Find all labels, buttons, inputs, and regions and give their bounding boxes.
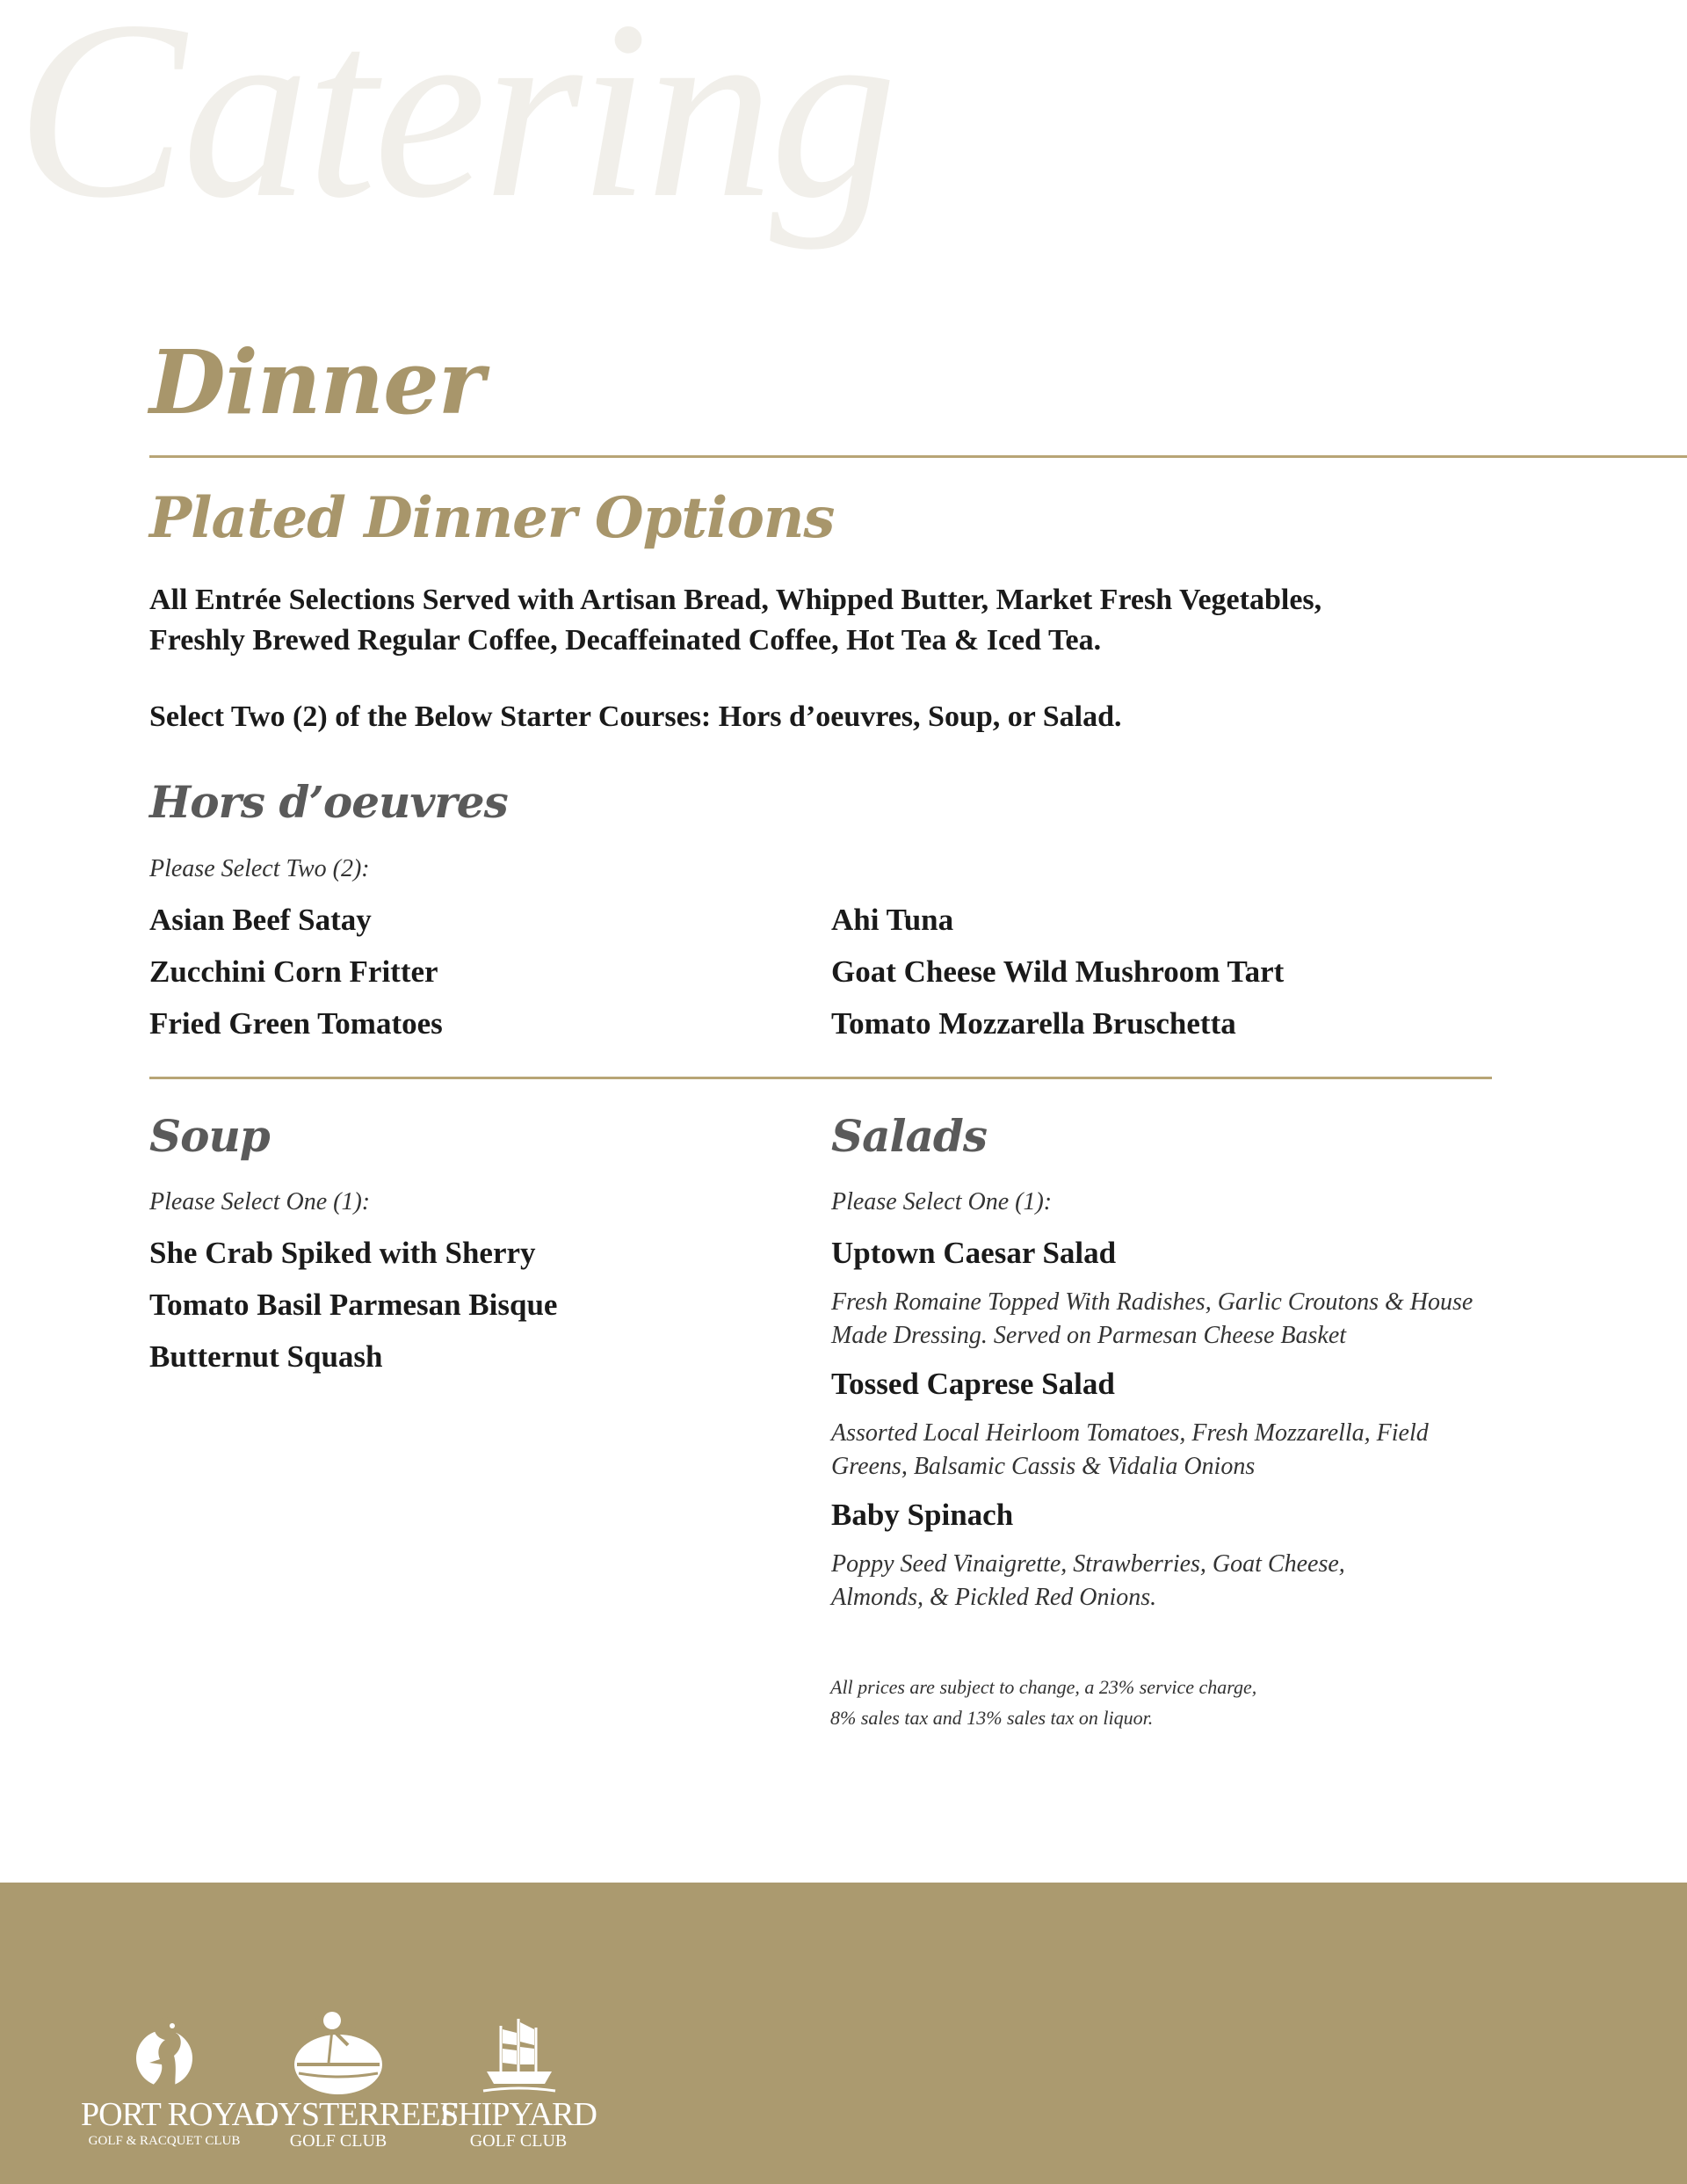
pricing-disclaimer [830, 1672, 1256, 1733]
intro-line-1: All Entrée Selections Served with Artisan Bread, Whipped Butter, Market Fresh Vegetables, [149, 584, 1322, 616]
heron-icon [125, 2010, 204, 2098]
logo-name: OYSTERREEF [255, 2096, 458, 2133]
soup-item: She Crab Spiked with Sherry [149, 1236, 536, 1270]
salad-description-line: Made Dressing. Served on Parmesan Cheese Basket [831, 1322, 1347, 1349]
salad-description-line: Greens, Balsamic Cassis & Vidalia Onions [831, 1453, 1256, 1480]
salad-item: Uptown Caesar Salad [831, 1236, 1117, 1270]
intro-text [149, 580, 1520, 661]
soup-heading: Soup [149, 1110, 270, 1162]
hors-item: Asian Beef Satay [149, 903, 372, 937]
hors-item: Fried Green Tomatoes [149, 1006, 443, 1041]
hors-item: Tomato Mozzarella Bruschetta [831, 1006, 1236, 1041]
salad-description [831, 1286, 1499, 1353]
salad-description-line: Fresh Romaine Topped With Radishes, Garlic Croutons & House [831, 1288, 1473, 1316]
logo-sub: GOLF & RACQUET CLUB [88, 2134, 241, 2148]
soup-note: Please Select One (1): [149, 1188, 371, 1215]
starter-instruction: Select Two (2) of the Below Starter Courses: Hors d’oeuvres, Soup, or Salad. [149, 700, 1122, 733]
hors-item: Ahi Tuna [831, 903, 954, 937]
logo-name: PORT ROYAL [81, 2096, 275, 2133]
hors-item: Zucchini Corn Fritter [149, 954, 438, 989]
salad-description-line: Assorted Local Heirloom Tomatoes, Fresh Mozzarella, Field [831, 1419, 1429, 1447]
salad-description [831, 1417, 1499, 1484]
catering-watermark: Catering [16, 0, 894, 250]
hors-doeuvres-note: Please Select Two (2): [149, 855, 370, 882]
title-divider [149, 455, 1687, 458]
salad-description-line: Almonds, & Pickled Red Onions. [831, 1584, 1157, 1611]
salad-item: Baby Spinach [831, 1498, 1014, 1532]
shipyard-logo [439, 2010, 597, 2151]
soup-item: Butternut Squash [149, 1339, 383, 1374]
salads-heading: Salads [831, 1110, 988, 1162]
hors-doeuvres-heading: Hors d’oeuvres [149, 776, 508, 828]
disclaimer-line: All prices are subject to change, a 23% service charge, [830, 1676, 1257, 1698]
ship-icon [474, 2010, 562, 2098]
logo-sub: GOLF CLUB [289, 2131, 387, 2151]
section-divider [149, 1077, 1492, 1079]
footer-band [0, 1883, 1687, 2184]
soup-item: Tomato Basil Parmesan Bisque [149, 1288, 558, 1322]
port-royal-logo [81, 2010, 275, 2151]
hors-item: Goat Cheese Wild Mushroom Tart [831, 954, 1285, 989]
salads-note: Please Select One (1): [831, 1188, 1053, 1215]
salad-description [831, 1548, 1499, 1614]
logo-sub: GOLF CLUB [469, 2131, 568, 2151]
intro-line-2: Freshly Brewed Regular Coffee, Decaffeinated Coffee, Hot Tea & Iced Tea. [149, 624, 1102, 657]
palm-tree-icon [290, 2010, 387, 2098]
logo-name: SHIPYARD [440, 2096, 597, 2133]
oyster-reef-logo [255, 2010, 458, 2151]
disclaimer-line: 8% sales tax and 13% sales tax on liquor. [830, 1707, 1154, 1729]
page-title: Dinner [149, 330, 484, 434]
salad-description-line: Poppy Seed Vinaigrette, Strawberries, Goat Cheese, [831, 1550, 1345, 1578]
salad-item: Tossed Caprese Salad [831, 1367, 1115, 1401]
section-heading-plated-dinner: Plated Dinner Options [149, 485, 835, 551]
